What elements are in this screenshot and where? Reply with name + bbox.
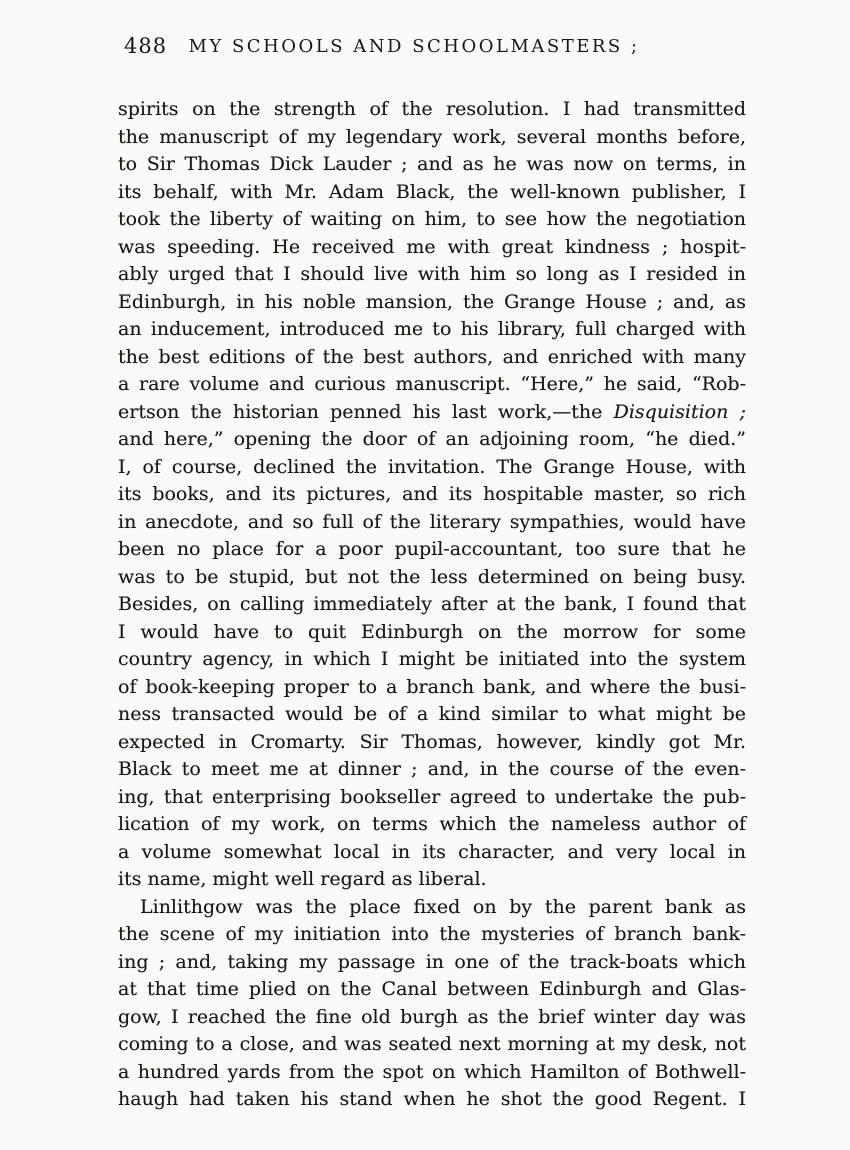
paragraph (118, 96, 746, 894)
text-line: to Sir Thomas Dick Lauder ; and as he was now on terms, in (118, 153, 746, 175)
text-line: a rare volume and curious manuscript. “Here,” he said, “Rob- (118, 373, 746, 395)
text-line: a hundred yards from the spot on which Hamilton of Bothwell- (118, 1060, 746, 1083)
text-line: and here,” opening the door of an adjoining room, “he died.” (118, 428, 746, 450)
text-line: ertson the historian penned his last work,—the Disquisition ; (118, 400, 746, 423)
text-line: ing, that enterprising bookseller agreed to undertake the pub- (118, 785, 746, 808)
text-line: country agency, in which I might be initiated into the system (118, 648, 746, 670)
text-line: coming to a close, and was seated next morning at my desk, not (118, 1033, 746, 1055)
text-line: ably urged that I should live with him so long as I resided in (118, 263, 746, 285)
running-title: MY SCHOOLS AND SCHOOLMASTERS ; (188, 36, 640, 57)
text-line: the scene of my initiation into the mysteries of branch bank- (118, 923, 746, 945)
text-line: I would have to quit Edinburgh on the morrow for some (118, 620, 746, 643)
page-header (118, 34, 746, 64)
page-text (118, 96, 746, 1114)
text-line: Linlithgow was the place fixed on by the parent bank as (140, 895, 746, 918)
page-number: 488 (124, 34, 168, 58)
text-line: Besides, on calling immediately after at the bank, I found that (118, 593, 746, 615)
text-line: its books, and its pictures, and its hospitable master, so rich (118, 483, 746, 505)
text-line: was speeding. He received me with great kindness ; hospit- (118, 235, 746, 258)
text-line: I, of course, declined the invitation. The Grange House, with (118, 455, 746, 478)
text-line: lication of my work, on terms which the nameless author of (118, 813, 746, 835)
text-line: a volume somewhat local in its character, and very local in (118, 840, 746, 863)
text-line: gow, I reached the fine old burgh as the brief winter day was (118, 1005, 746, 1028)
text-line: haugh had taken his stand when he shot the good Regent. I (118, 1088, 746, 1110)
text-line: ing ; and, taking my passage in one of the track-boats which (118, 950, 746, 973)
text-line: the best editions of the best authors, and enriched with many (118, 345, 746, 368)
text-line: spirits on the strength of the resolution. I had transmitted (118, 98, 746, 120)
text-line: an inducement, introduced me to his library, full charged with (118, 318, 746, 340)
text-line: at that time plied on the Canal between Edinburgh and Glas- (118, 978, 746, 1000)
text-line: its behalf, with Mr. Adam Black, the well-known publisher, I (118, 180, 746, 203)
text-line: was to be stupid, but not the less determined on being busy. (118, 565, 746, 588)
text-line: Edinburgh, in his noble mansion, the Grange House ; and, as (118, 290, 746, 313)
text-line: expected in Cromarty. Sir Thomas, however, kindly got Mr. (118, 730, 746, 753)
text-line: ness transacted would be of a kind similar to what might be (118, 703, 746, 725)
text-line: been no place for a poor pupil-accountant, too sure that he (118, 538, 746, 560)
text-line: took the liberty of waiting on him, to see how the negotiation (118, 208, 746, 230)
paragraph (118, 894, 746, 1114)
text-line: the manuscript of my legendary work, several months before, (118, 125, 746, 148)
text-line: in anecdote, and so full of the literary sympathies, would have (118, 510, 746, 533)
text-line: of book-keeping proper to a branch bank, and where the busi- (118, 675, 746, 698)
text-line: Black to meet me at dinner ; and, in the course of the even- (118, 758, 746, 780)
text-line: its name, might well regard as liberal. (118, 868, 487, 890)
